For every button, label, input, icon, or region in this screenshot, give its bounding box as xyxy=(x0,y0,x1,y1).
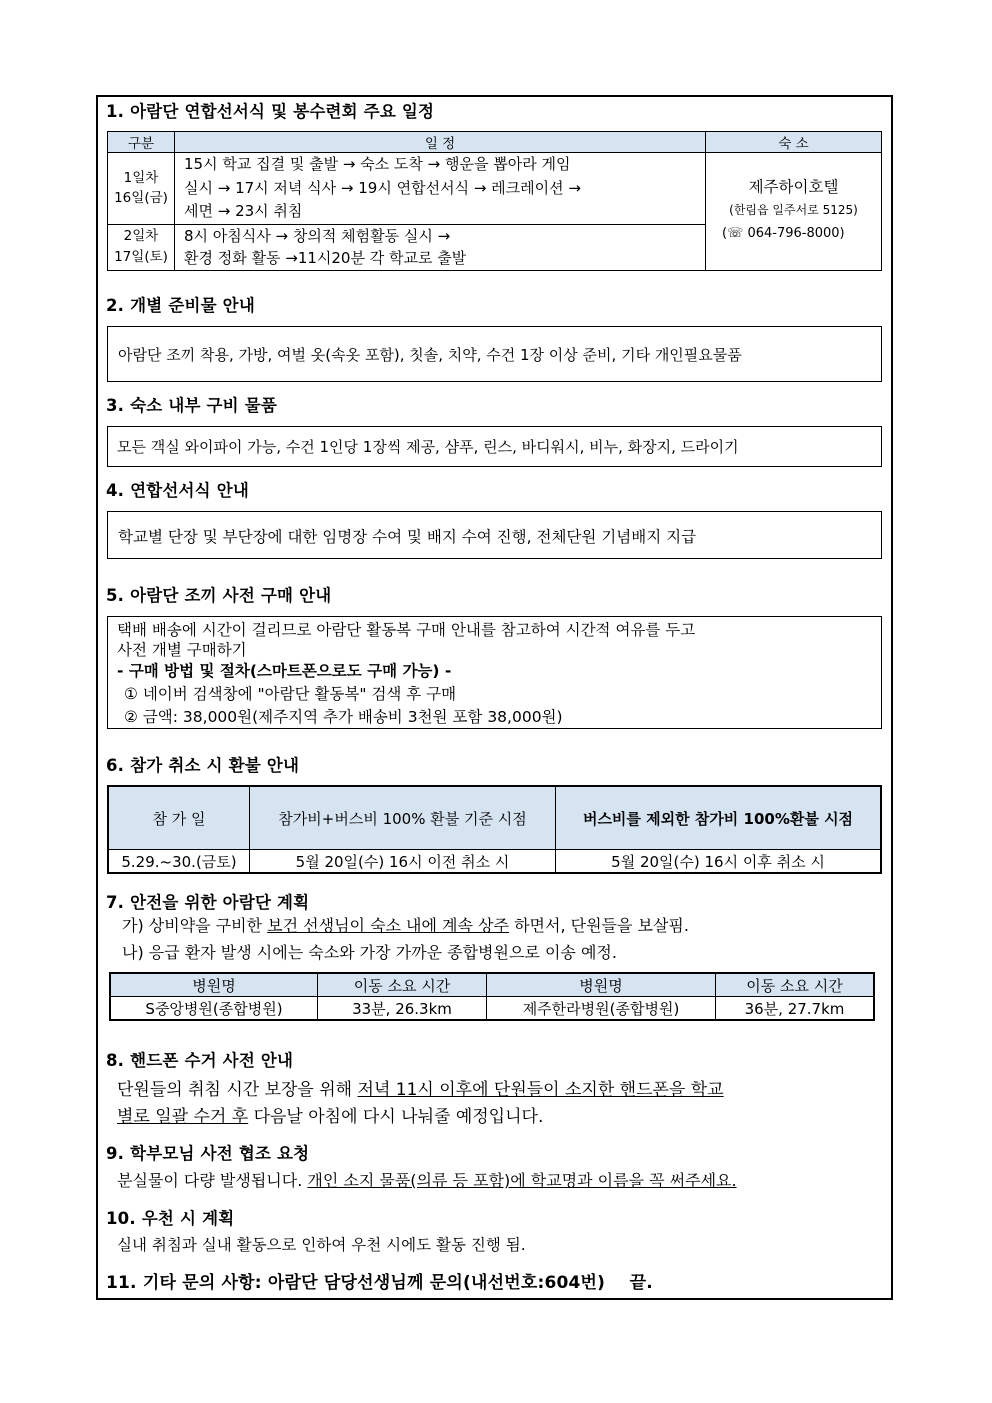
day2-label: 2일차 xyxy=(123,228,159,244)
hospital-header-name-2: 병원명 xyxy=(487,973,716,997)
section-5-line-2: 사전 개별 구매하기 xyxy=(117,641,247,659)
schedule-header-lodging: 숙 소 xyxy=(706,132,882,153)
section-7-a-post: 하면서, 단원들을 보살핌. xyxy=(508,916,689,935)
lodging-cell xyxy=(706,153,882,271)
refund-table xyxy=(107,785,882,874)
section-5-title: 5. 아람단 조끼 사전 구매 안내 xyxy=(106,586,332,605)
hospital-header-time-1: 이동 소요 시간 xyxy=(318,973,487,997)
lodging-address: (한림읍 일주서로 5125) xyxy=(729,203,858,217)
section-11-text: 11. 기타 문의 사항: 아람단 담당선생님께 문의(내선번호:604번) 끝. xyxy=(106,1273,653,1293)
day2-date: 17일(토) xyxy=(114,249,168,265)
section-2-box xyxy=(107,326,882,382)
day1-line-1: 15시 학교 집결 및 출발 → 숙소 도착 → 행운을 뽑아라 게임 xyxy=(184,155,571,173)
section-4-text: 학교별 단장 및 부단장에 대한 임명장 수여 및 배지 수여 진행, 전체단원 기념배지 지급 xyxy=(118,528,697,546)
day1-label: 1일차 xyxy=(123,170,159,187)
refund-cell-partial: 5월 20일(수) 16시 이후 취소 시 xyxy=(556,850,882,874)
hospital-cell-time-1: 33분, 26.3km xyxy=(318,997,487,1021)
section-5-box xyxy=(107,616,882,729)
section-4-title: 4. 연합선서식 안내 xyxy=(106,481,250,500)
refund-cell-date: 5.29.~30.(금토) xyxy=(108,850,250,874)
day2-line-1: 8시 아침식사 → 창의적 체험활동 실시 → xyxy=(184,227,451,245)
schedule-table xyxy=(107,131,882,271)
section-6-title: 6. 참가 취소 시 환불 안내 xyxy=(106,756,300,775)
day1-line-3: 세면 → 23시 취침 xyxy=(184,202,303,220)
section-1-title: 1. 아람단 연합선서식 및 봉수련회 주요 일정 xyxy=(106,102,435,121)
refund-cell-full: 5월 20일(수) 16시 이전 취소 시 xyxy=(250,850,556,874)
section-5-item-1: ① 네이버 검색창에 "아람단 활동복" 검색 후 구매 xyxy=(124,685,457,703)
section-8-post: 다음날 아침에 다시 나눠줄 예정입니다. xyxy=(248,1107,544,1127)
section-3-box xyxy=(107,426,882,467)
day1-cell xyxy=(108,153,175,225)
section-10-title: 10. 우천 시 계획 xyxy=(106,1209,235,1228)
section-9-pre: 분실물이 다량 발생됩니다. xyxy=(117,1171,308,1190)
section-7-a-pre: 가) 상비약을 구비한 xyxy=(122,916,268,935)
section-8-underlined-2: 별로 일괄 수거 후 xyxy=(117,1107,249,1127)
lodging-phone: (☏ 064-796-8000) xyxy=(722,226,845,241)
section-7-item-a xyxy=(122,913,689,936)
section-2-text: 아람단 조끼 착용, 가방, 여벌 옷(속옷 포함), 칫솔, 치약, 수건 1장 이상 준비, 기타 개인필요물품 xyxy=(118,346,742,364)
day1-schedule xyxy=(175,153,706,225)
schedule-header-category: 구분 xyxy=(108,132,175,153)
section-9-text xyxy=(117,1168,737,1191)
hospital-cell-name-2: 제주한라병원(종합병원) xyxy=(487,997,716,1021)
section-5-line-1: 택배 배송에 시간이 걸리므로 아람단 활동복 구매 안내를 참고하여 시간적 여유를 두고 xyxy=(117,621,696,639)
hospital-header-time-2: 이동 소요 시간 xyxy=(716,973,875,997)
section-2-title: 2. 개별 준비물 안내 xyxy=(106,296,255,315)
refund-header-date: 참 가 일 xyxy=(108,786,250,850)
section-3-text: 모든 객실 와이파이 가능, 수건 1인당 1장씩 제공, 샴푸, 린스, 바디워시, 비누, 화장지, 드라이기 xyxy=(117,438,739,456)
section-8-line-2 xyxy=(117,1102,543,1127)
section-7-title: 7. 안전을 위한 아람단 계획 xyxy=(106,893,310,912)
section-9-title: 9. 학부모님 사전 협조 요청 xyxy=(106,1144,310,1163)
section-3-title: 3. 숙소 내부 구비 물품 xyxy=(106,396,278,415)
schedule-header-schedule: 일 정 xyxy=(175,132,706,153)
section-7-a-underlined: 보건 선생님이 숙소 내에 계속 상주 xyxy=(267,916,509,935)
lodging-name: 제주하이호텔 xyxy=(748,178,839,196)
hospital-table xyxy=(109,972,875,1021)
day1-line-2: 실시 → 17시 저녁 식사 → 19시 연합선서식 → 레크레이션 → xyxy=(184,178,581,197)
hospital-cell-time-2: 36분, 27.7km xyxy=(716,997,875,1021)
section-5-item-2: ② 금액: 38,000원(제주지역 추가 배송비 3천원 포함 38,000원) xyxy=(124,708,563,726)
section-8-title: 8. 핸드폰 수거 사전 안내 xyxy=(106,1051,294,1070)
day2-line-2: 환경 정화 활동 →11시20분 각 학교로 출발 xyxy=(184,249,467,267)
section-7-item-b: 나) 응급 환자 발생 시에는 숙소와 가장 가까운 종합병원으로 이송 예정. xyxy=(122,943,617,962)
section-8-line-1 xyxy=(117,1075,724,1100)
section-8-underlined-1: 저녁 11시 이후에 단원들이 소지한 핸드폰을 학교 xyxy=(357,1080,724,1100)
refund-header-full: 참가비+버스비 100% 환불 기준 시점 xyxy=(250,786,556,850)
refund-header-partial: 버스비를 제외한 참가비 100%환불 시점 xyxy=(556,786,882,850)
day1-date: 16일(금) xyxy=(114,190,168,207)
day2-cell xyxy=(108,224,175,270)
day2-schedule xyxy=(175,224,706,270)
section-5-subtitle: - 구매 방법 및 절차(스마트폰으로도 구매 가능) - xyxy=(117,662,452,680)
section-4-box xyxy=(107,511,882,559)
hospital-cell-name-1: S중앙병원(종합병원) xyxy=(110,997,318,1021)
section-9-underlined: 개인 소지 물품(의류 등 포함)에 학교명과 이름을 꼭 써주세요. xyxy=(307,1171,737,1190)
section-10-text: 실내 취침과 실내 활동으로 인하여 우천 시에도 활동 진행 됨. xyxy=(117,1236,526,1254)
hospital-header-name-1: 병원명 xyxy=(110,973,318,997)
section-8-pre: 단원들의 취침 시간 보장을 위해 xyxy=(117,1080,358,1100)
